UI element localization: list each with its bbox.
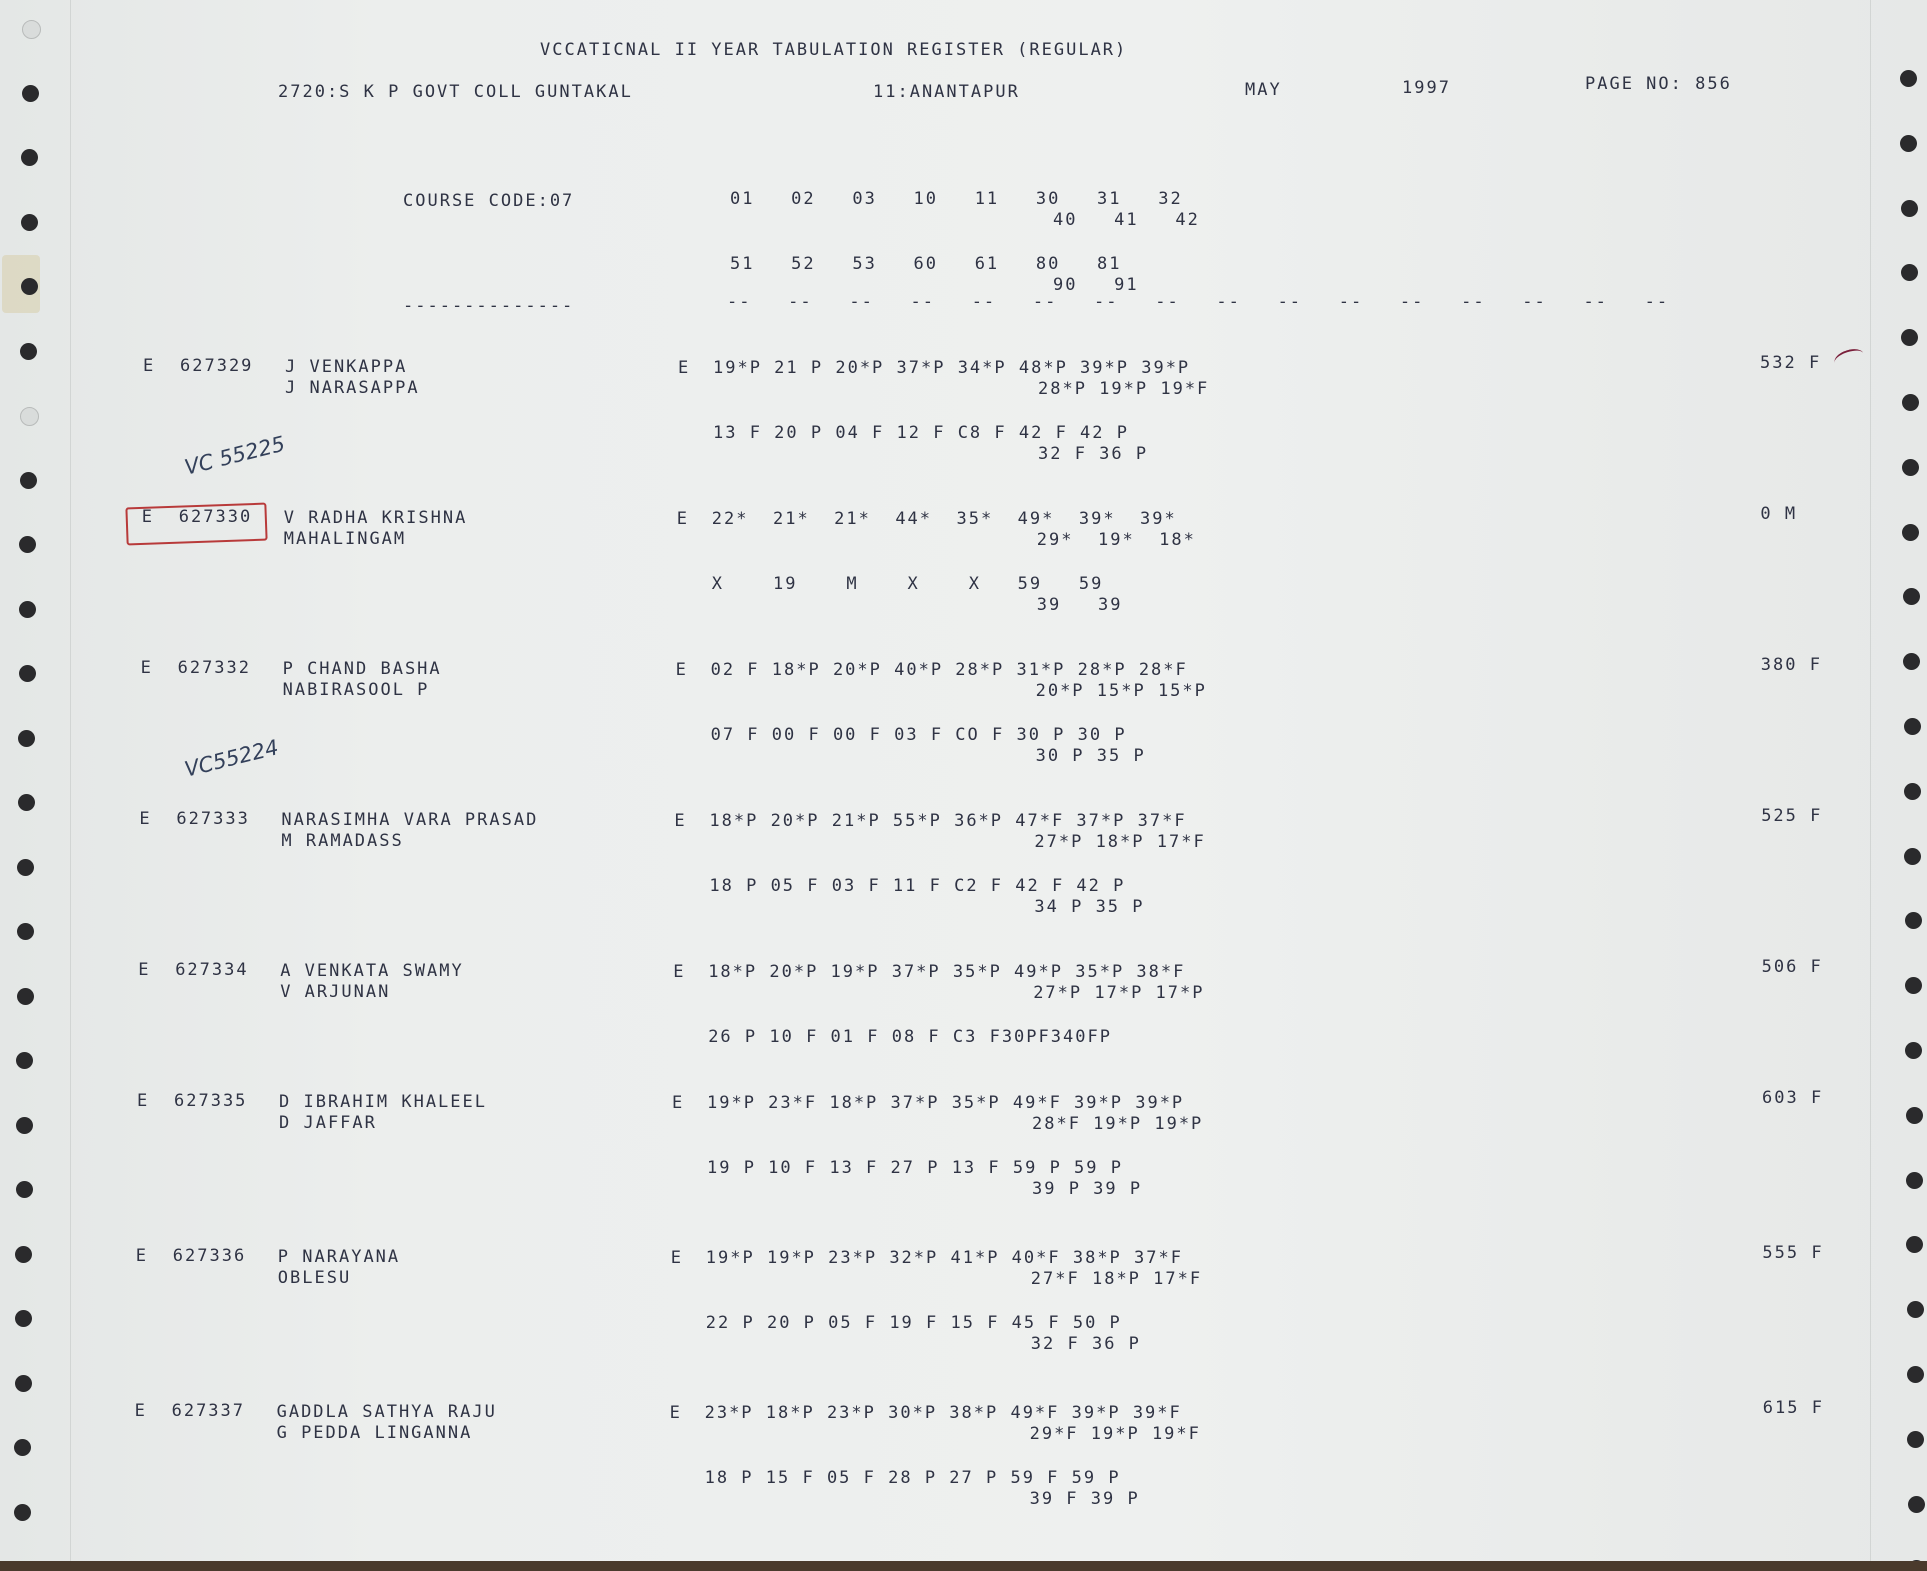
feed-hole-right [1904,783,1921,800]
exam-type: E [140,658,153,678]
total-result: 380 F [1760,655,1822,675]
check-mark [1832,346,1865,370]
feed-hole-left [19,665,36,682]
feed-hole-left [17,859,34,876]
feed-hole-left [16,1181,33,1198]
parent-name: V ARJUNAN [280,982,391,1002]
feed-hole-right [1907,1301,1924,1318]
feed-hole-left [20,343,37,360]
subject-codes-row2: 51 52 53 60 61 80 81 [730,254,1122,274]
marks-row-3: X 19 M X X 59 59 [711,574,1104,594]
candidate-name: A VENKATA SWAMY [280,961,464,981]
parent-name: D JAFFAR [279,1113,377,1133]
feed-hole-right [1901,264,1918,281]
candidate-name: NARASIMHA VARA PRASAD [281,810,539,830]
feed-hole-left [15,1246,32,1263]
exam-year: 1997 [1402,78,1451,98]
feed-hole-right [1908,1496,1925,1513]
feed-hole-right [1901,200,1918,217]
roll-number: 627335 [174,1091,248,1111]
roll-number-highlight-box [125,503,267,546]
total-result: 0 M [1760,504,1798,524]
parent-name: OBLESU [277,1268,352,1288]
feed-hole-right [1900,135,1917,152]
table-edge [0,1561,1927,1571]
marks-row-4: 39 39 [1036,595,1123,615]
feed-hole-right [1902,394,1919,411]
feed-hole-right [1900,70,1917,87]
marks-row-2: 27*F 18*P 17*F [1030,1269,1203,1289]
marks-row-1: 19*P 21 P 20*P 37*P 34*P 48*P 39*P 39*P [713,358,1191,378]
feed-hole-right [1903,588,1920,605]
exam-type: E [135,1246,149,1266]
marks-row-3: 22 P 20 P 05 F 19 F 15 F 45 F 50 P [705,1313,1122,1333]
parent-name: J NARASAPPA [285,378,420,398]
total-result: 603 F [1762,1088,1824,1108]
medium-flag: E [675,660,688,680]
feed-hole-left [15,1375,32,1392]
candidate-name: V RADHA KRISHNA [283,508,468,528]
dash-separator-left: -------------- [403,296,575,316]
parent-name: G PEDDA LINGANNA [276,1423,473,1443]
marks-row-1: 22* 21* 21* 44* 35* 49* 39* 39* [711,509,1177,529]
exam-type: E [138,960,151,980]
feed-hole-left [19,536,36,553]
marks-row-1: 23*P 18*P 23*P 30*P 38*P 49*F 39*P 39*F [704,1403,1182,1423]
exam-type: E [137,1091,150,1111]
roll-number: 627330 [178,507,253,527]
page-number: PAGE NO: 856 [1585,74,1732,94]
total-result: 532 F [1760,353,1822,373]
marks-row-2: 28*P 19*P 19*F [1038,379,1210,399]
feed-hole-right [1902,524,1919,541]
marks-row-4: 30 P 35 P [1035,746,1146,766]
marks-row-4: 32 F 36 P [1030,1334,1141,1354]
marks-row-3: 26 P 10 F 01 F 08 F C3 F30PF340FP [708,1027,1112,1047]
marks-row-2: 20*P 15*P 15*P [1035,681,1207,701]
roll-number: 627337 [171,1401,246,1421]
feed-hole-left [17,923,34,940]
marks-row-2: 27*P 18*P 17*F [1034,832,1206,852]
exam-type: E [141,507,155,527]
marks-row-1: 18*P 20*P 19*P 37*P 35*P 49*P 35*P 38*F [708,962,1186,982]
parent-name: M RAMADASS [281,831,404,851]
feed-hole-left [14,1439,31,1456]
roll-number: 627332 [177,658,252,678]
marks-row-1: 19*P 23*F 18*P 37*P 35*P 49*F 39*P 39*P [707,1093,1185,1113]
roll-number: 627329 [180,356,254,376]
medium-flag: E [673,962,686,982]
feed-hole-left [21,278,38,295]
subject-codes-row1-b: 40 41 42 [1053,210,1200,230]
candidate-name: D IBRAHIM KHALEEL [279,1092,487,1112]
left-margin-line [70,0,71,1561]
candidate-name: P NARAYANA [277,1247,401,1267]
marks-row-4: 34 P 35 P [1034,897,1145,917]
parent-name: NABIRASOOL P [282,680,430,700]
marks-row-3: 19 P 10 F 13 F 27 P 13 F 59 P 59 P [707,1158,1123,1178]
feed-hole-left [20,407,39,426]
marks-row-1: 18*P 20*P 21*P 55*P 36*P 47*F 37*P 37*F [709,811,1187,831]
college-name: 2720:S K P GOVT COLL GUNTAKAL [278,82,633,102]
marks-row-2: 27*P 17*P 17*P [1033,983,1205,1003]
feed-hole-right [1902,459,1919,476]
parent-name: MAHALINGAM [283,529,407,549]
medium-flag: E [674,811,687,831]
course-code-label: COURSE CODE:07 [403,191,575,211]
feed-hole-right [1904,848,1921,865]
feed-hole-right [1901,329,1918,346]
marks-row-1: 19*P 19*P 23*P 32*P 41*P 40*F 38*P 37*F [705,1248,1183,1268]
feed-hole-left [16,1117,33,1134]
candidate-name: J VENKAPPA [285,357,408,377]
feed-hole-right [1906,1107,1923,1124]
marks-row-3: 13 F 20 P 04 F 12 F C8 F 42 F 42 P [713,423,1129,443]
feed-hole-right [1905,977,1922,994]
feed-hole-left [21,214,38,231]
report-title: VCCATICNAL II YEAR TABULATION REGISTER (REGULAR) [540,40,1128,60]
handwritten-note: VC 55225 [182,431,288,480]
exam-type: E [143,356,156,376]
marks-row-4: 39 F 39 P [1029,1489,1140,1509]
candidate-name: P CHAND BASHA [282,659,442,679]
roll-number: 627334 [175,960,249,980]
marks-row-2: 29* 19* 18* [1036,530,1196,550]
feed-hole-left [15,1310,32,1327]
roll-number: 627333 [176,809,250,829]
feed-hole-right [1906,1172,1923,1189]
marks-row-4: 39 P 39 P [1032,1179,1143,1199]
marks-row-2: 29*F 19*P 19*F [1029,1424,1201,1444]
medium-flag: E [670,1248,684,1268]
feed-hole-left [20,472,37,489]
feed-hole-right [1907,1366,1924,1383]
feed-hole-left [18,730,35,747]
marks-row-3: 07 F 00 F 00 F 03 F CO F 30 P 30 P [710,725,1127,745]
medium-flag: E [678,358,691,378]
exam-month: MAY [1245,80,1282,100]
marks-row-1: 02 F 18*P 20*P 40*P 28*P 31*P 28*P 28*F [710,660,1188,680]
total-result: 506 F [1761,957,1823,977]
feed-hole-right [1903,653,1920,670]
district-name: 11:ANANTAPUR [873,82,1020,102]
handwritten-note: VC55224 [182,735,281,782]
feed-hole-left [22,85,39,102]
feed-hole-left [16,1052,33,1069]
marks-row-3: 18 P 05 F 03 F 11 F C2 F 42 F 42 P [709,876,1126,896]
medium-flag: E [669,1403,682,1423]
feed-hole-left [14,1504,31,1521]
total-result: 555 F [1762,1243,1824,1263]
medium-flag: E [672,1093,685,1113]
feed-hole-left [19,601,36,618]
medium-flag: E [676,509,690,529]
total-result: 525 F [1761,806,1823,826]
dash-separator-right: -- -- -- -- -- -- -- -- -- -- -- -- -- -- -- -- [727,292,1670,312]
subject-codes-row2-b: 90 91 [1053,275,1139,295]
marks-row-4: 32 F 36 P [1038,444,1149,464]
marks-row-2: 28*F 19*P 19*P [1032,1114,1204,1134]
feed-hole-right [1906,1236,1923,1253]
candidate-name: GADDLA SATHYA RAJU [276,1402,497,1422]
feed-hole-right [1907,1431,1924,1448]
subject-codes-row1: 01 02 03 10 11 30 31 32 [730,189,1183,209]
right-margin-line [1870,0,1871,1561]
feed-hole-right [1904,718,1921,735]
feed-hole-right [1905,912,1922,929]
roll-number: 627336 [172,1246,247,1266]
feed-hole-left [21,149,38,166]
feed-hole-right [1905,1042,1922,1059]
exam-type: E [139,809,152,829]
feed-hole-left [22,20,41,39]
exam-type: E [134,1401,147,1421]
feed-hole-left [17,988,34,1005]
marks-row-3: 18 P 15 F 05 F 28 P 27 P 59 F 59 P [704,1468,1121,1488]
total-result: 615 F [1762,1398,1824,1418]
feed-hole-left [18,794,35,811]
